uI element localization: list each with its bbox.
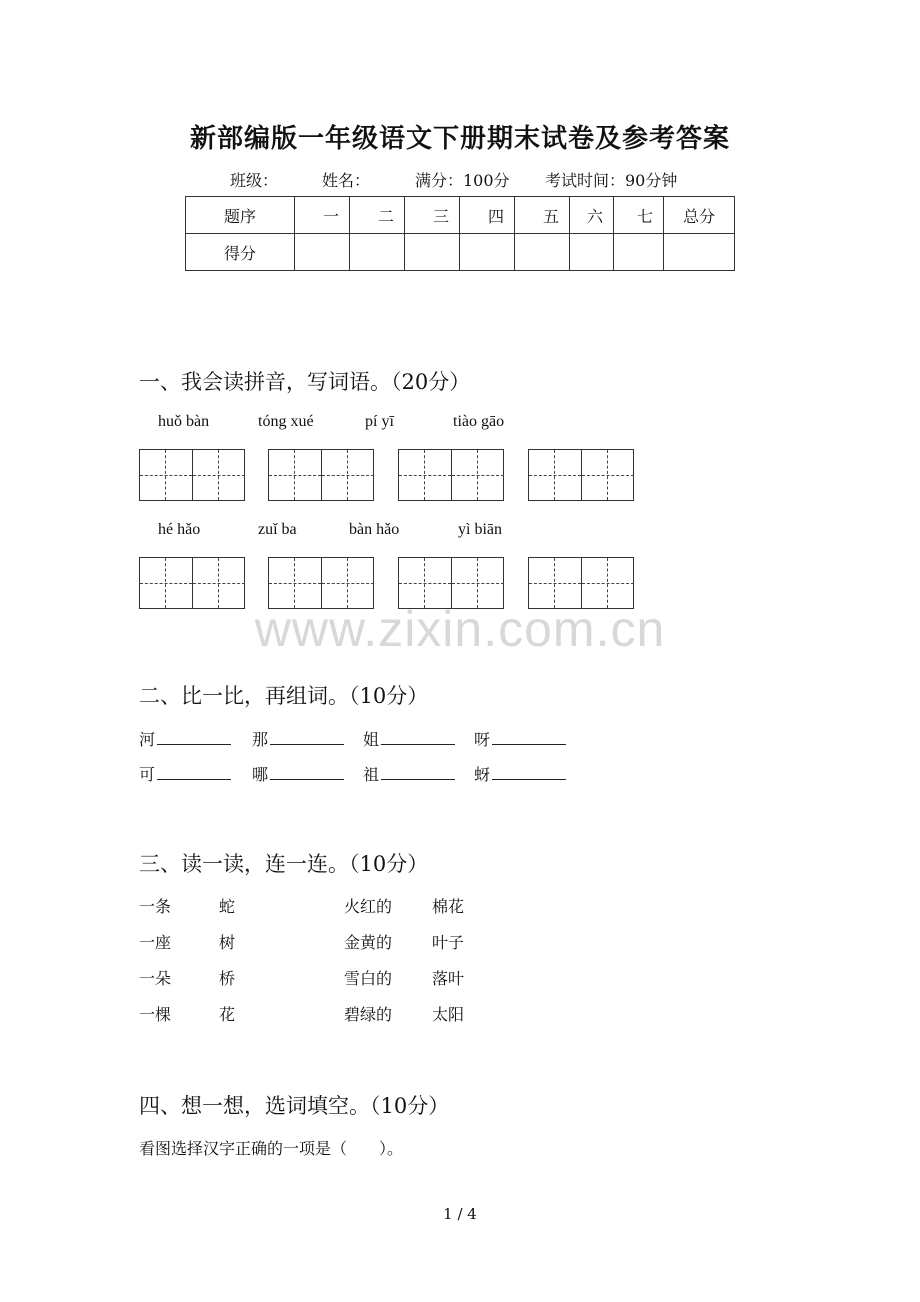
word-fill-item[interactable] [139,727,231,750]
score-cell[interactable] [460,234,515,271]
object-word[interactable]: 叶子 [432,933,465,952]
page-number: 1 / 4 [443,1205,477,1223]
name-label: 姓名： [322,171,371,190]
word-char: 河 [139,730,156,749]
pinyin-2: tóng xué [258,413,314,430]
answer-blank[interactable] [157,763,231,780]
word-char: 蚜 [474,765,491,784]
col-1: 一 [295,197,350,234]
col-5: 五 [515,197,570,234]
pinyin-3: pí yī [365,413,394,430]
score-cell[interactable] [515,234,570,271]
col-total: 总分 [664,197,735,234]
pinyin-8: yì biān [458,521,502,538]
word-char: 祖 [363,765,380,784]
measure-word[interactable]: 一朵 [139,969,172,988]
writing-grid[interactable] [398,449,504,501]
score-cell[interactable] [350,234,405,271]
col-4: 四 [460,197,515,234]
answer-blank[interactable] [381,728,455,745]
word-fill-item[interactable] [363,762,455,785]
score-cell[interactable] [405,234,460,271]
answer-blank[interactable] [492,763,566,780]
word-char: 姐 [363,730,380,749]
word-char: 呀 [474,730,491,749]
word-fill-item[interactable] [474,727,566,750]
score-table [185,196,735,271]
row-label-score: 得分 [186,234,295,271]
section3-heading: 三、读一读，连一连。（10分） [139,852,429,876]
page-title: 新部编版一年级语文下册期末试卷及参考答案 [189,124,730,154]
pinyin-6: zuǐ ba [258,521,297,538]
pinyin-4: tiào gāo [453,413,505,430]
word-char: 哪 [252,765,269,784]
col-7: 七 [614,197,664,234]
word-char: 那 [252,730,269,749]
object-word[interactable]: 落叶 [432,969,465,988]
section1-heading: 一、我会读拼音，写词语。（20分） [139,370,471,394]
watermark: www.zixin.com.cn [254,601,666,657]
exam-time: 考试时间：90分钟 [545,171,678,190]
class-label: 班级： [230,171,279,190]
score-table-score-row [186,234,735,271]
full-score: 满分：100分 [415,171,510,190]
writing-grid[interactable] [139,449,245,501]
noun-word[interactable]: 树 [219,933,236,952]
noun-word[interactable]: 蛇 [219,897,236,916]
measure-word[interactable]: 一棵 [139,1005,172,1024]
col-6: 六 [570,197,614,234]
object-word[interactable]: 棉花 [432,897,465,916]
answer-blank[interactable] [157,728,231,745]
score-cell[interactable] [614,234,664,271]
word-char: 可 [139,765,156,784]
score-cell[interactable] [664,234,735,271]
section4-question: 看图选择汉字正确的一项是（ ）。 [139,1139,404,1158]
adjective-word[interactable]: 金黄的 [344,933,393,952]
object-word[interactable]: 太阳 [432,1005,465,1024]
writing-grid[interactable] [268,449,374,501]
adjective-word[interactable]: 雪白的 [344,969,393,988]
adjective-word[interactable]: 碧绿的 [344,1005,393,1024]
section4-heading: 四、想一想，选词填空。（10分） [139,1094,450,1118]
noun-word[interactable]: 桥 [219,969,236,988]
word-fill-item[interactable] [252,727,344,750]
word-fill-item[interactable] [139,762,231,785]
answer-blank[interactable] [492,728,566,745]
measure-word[interactable]: 一座 [139,933,172,952]
measure-word[interactable]: 一条 [139,897,172,916]
row-label-order: 题序 [186,197,295,234]
pinyin-5: hé hǎo [158,521,201,538]
score-cell[interactable] [570,234,614,271]
noun-word[interactable]: 花 [219,1005,236,1024]
score-table-header-row [186,197,735,234]
score-cell[interactable] [295,234,350,271]
word-fill-item[interactable] [474,762,566,785]
word-fill-item[interactable] [252,762,344,785]
col-2: 二 [350,197,405,234]
writing-grid[interactable] [528,449,634,501]
pinyin-1: huǒ bàn [158,413,210,430]
word-fill-item[interactable] [363,727,455,750]
adjective-word[interactable]: 火红的 [344,897,393,916]
answer-blank[interactable] [270,728,344,745]
answer-blank[interactable] [381,763,455,780]
section2-heading: 二、比一比，再组词。（10分） [139,684,429,708]
col-3: 三 [405,197,460,234]
answer-blank[interactable] [270,763,344,780]
pinyin-7: bàn hǎo [349,521,400,538]
